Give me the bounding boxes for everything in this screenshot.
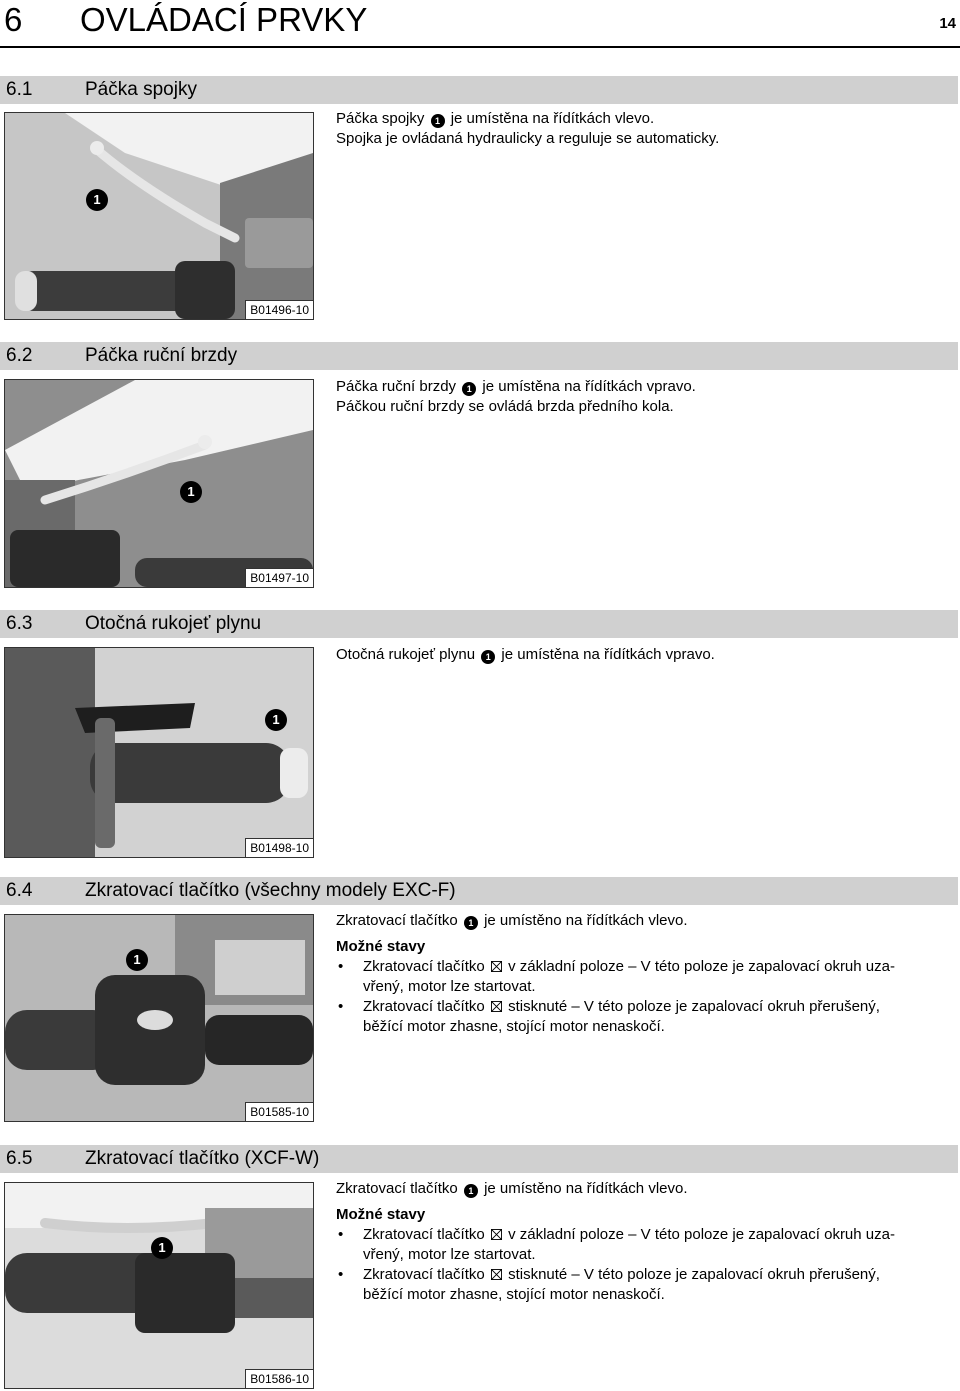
text-line: Spojka je ovládaná hydraulicky a reguluje se automaticky. — [336, 130, 720, 147]
section-title: Zkratovací tlačítko (všechny modely EXC-F) — [85, 880, 456, 901]
image-code: B01497-10 — [245, 568, 313, 587]
callout-1: 1 — [126, 949, 148, 971]
kill-switch-icon — [491, 1001, 502, 1012]
text-line: Zkratovací tlačítko 1 je umístěno na řídítkách vlevo. — [336, 912, 688, 929]
throttle-grip-illustration — [5, 648, 313, 857]
kill-switch-exc-illustration — [5, 915, 313, 1121]
section-6-1 — [0, 76, 960, 321]
section-text — [336, 645, 946, 665]
section-bar — [0, 76, 958, 104]
list-item: • Zkratovací tlačítko stisknuté – V této poloze je zapalovací okruh přerušený, běžící motor zhasne, stojící motor nenaskočí. — [336, 1265, 946, 1305]
list-item: • Zkratovací tlačítko v základní poloze – V této poloze je zapalovací okruh uza- vřený, motor lze startovat. — [336, 1225, 946, 1265]
section-bar — [0, 342, 958, 370]
section-bar — [0, 610, 958, 638]
section-text — [336, 109, 946, 149]
bullet-list — [336, 957, 946, 1037]
section-number: 6.2 — [6, 345, 33, 366]
kill-switch-xcfw-illustration — [5, 1183, 313, 1388]
section-title: Otočná rukojeť plynu — [85, 613, 262, 634]
throttle-grip-photo — [4, 647, 314, 858]
text-line: Otočná rukojeť plynu 1 je umístěna na řídítkách vpravo. — [336, 646, 715, 663]
brake-lever-illustration — [5, 380, 313, 587]
section-bar — [0, 1145, 958, 1173]
section-text — [336, 911, 946, 1037]
subheading: Možné stavy — [336, 938, 426, 955]
clutch-lever-photo — [4, 112, 314, 320]
callout-1: 1 — [265, 709, 287, 731]
section-bar — [0, 877, 958, 905]
kill-switch-icon — [491, 1229, 502, 1240]
image-code: B01498-10 — [245, 838, 313, 857]
callout-1: 1 — [86, 189, 108, 211]
kill-switch-icon — [491, 961, 502, 972]
image-code: B01585-10 — [245, 1102, 313, 1121]
clutch-lever-illustration — [5, 113, 313, 319]
section-6-5 — [0, 1145, 960, 1391]
callout-1: 1 — [151, 1237, 173, 1259]
chapter-number: 6 — [4, 1, 23, 38]
section-number: 6.1 — [6, 79, 33, 100]
callout-ref: 1 — [481, 650, 495, 664]
section-text — [336, 1179, 946, 1305]
brake-lever-photo — [4, 379, 314, 588]
page-number: 14 — [939, 15, 956, 32]
subheading: Možné stavy — [336, 1206, 426, 1223]
header-rule — [0, 46, 960, 48]
image-code: B01586-10 — [245, 1369, 313, 1388]
chapter-title: OVLÁDACÍ PRVKY — [80, 1, 368, 38]
section-number: 6.3 — [6, 613, 33, 634]
section-text — [336, 377, 946, 417]
callout-ref: 1 — [464, 916, 478, 930]
text-line: Páčkou ruční brzdy se ovládá brzda předního kola. — [336, 398, 674, 415]
section-title: Páčka spojky — [85, 79, 197, 100]
section-6-2 — [0, 342, 960, 590]
image-code: B01496-10 — [245, 300, 313, 319]
kill-switch-exc-photo — [4, 914, 314, 1122]
kill-switch-icon — [491, 1269, 502, 1280]
kill-switch-xcfw-photo — [4, 1182, 314, 1389]
text-line: Zkratovací tlačítko 1 je umístěno na řídítkách vlevo. — [336, 1180, 688, 1197]
callout-ref: 1 — [431, 114, 445, 128]
section-title: Páčka ruční brzdy — [85, 345, 238, 366]
section-6-3 — [0, 610, 960, 858]
page-header — [0, 0, 960, 48]
callout-ref: 1 — [462, 382, 476, 396]
list-item: • Zkratovací tlačítko v základní poloze – V této poloze je zapalovací okruh uza- vřený, motor lze startovat. — [336, 957, 946, 997]
section-number: 6.5 — [6, 1148, 33, 1169]
text-line: Páčka ruční brzdy 1 je umístěna na řídítkách vpravo. — [336, 378, 696, 395]
bullet-list — [336, 1225, 946, 1305]
section-number: 6.4 — [6, 880, 33, 901]
list-item: • Zkratovací tlačítko stisknuté – V této poloze je zapalovací okruh přerušený, běžící motor zhasne, stojící motor nenaskočí. — [336, 997, 946, 1037]
section-title: Zkratovací tlačítko (XCF-W) — [85, 1148, 320, 1169]
callout-1: 1 — [180, 481, 202, 503]
text-line: Páčka spojky 1 je umístěna na řídítkách vlevo. — [336, 110, 655, 127]
section-6-4 — [0, 877, 960, 1124]
callout-ref: 1 — [464, 1184, 478, 1198]
